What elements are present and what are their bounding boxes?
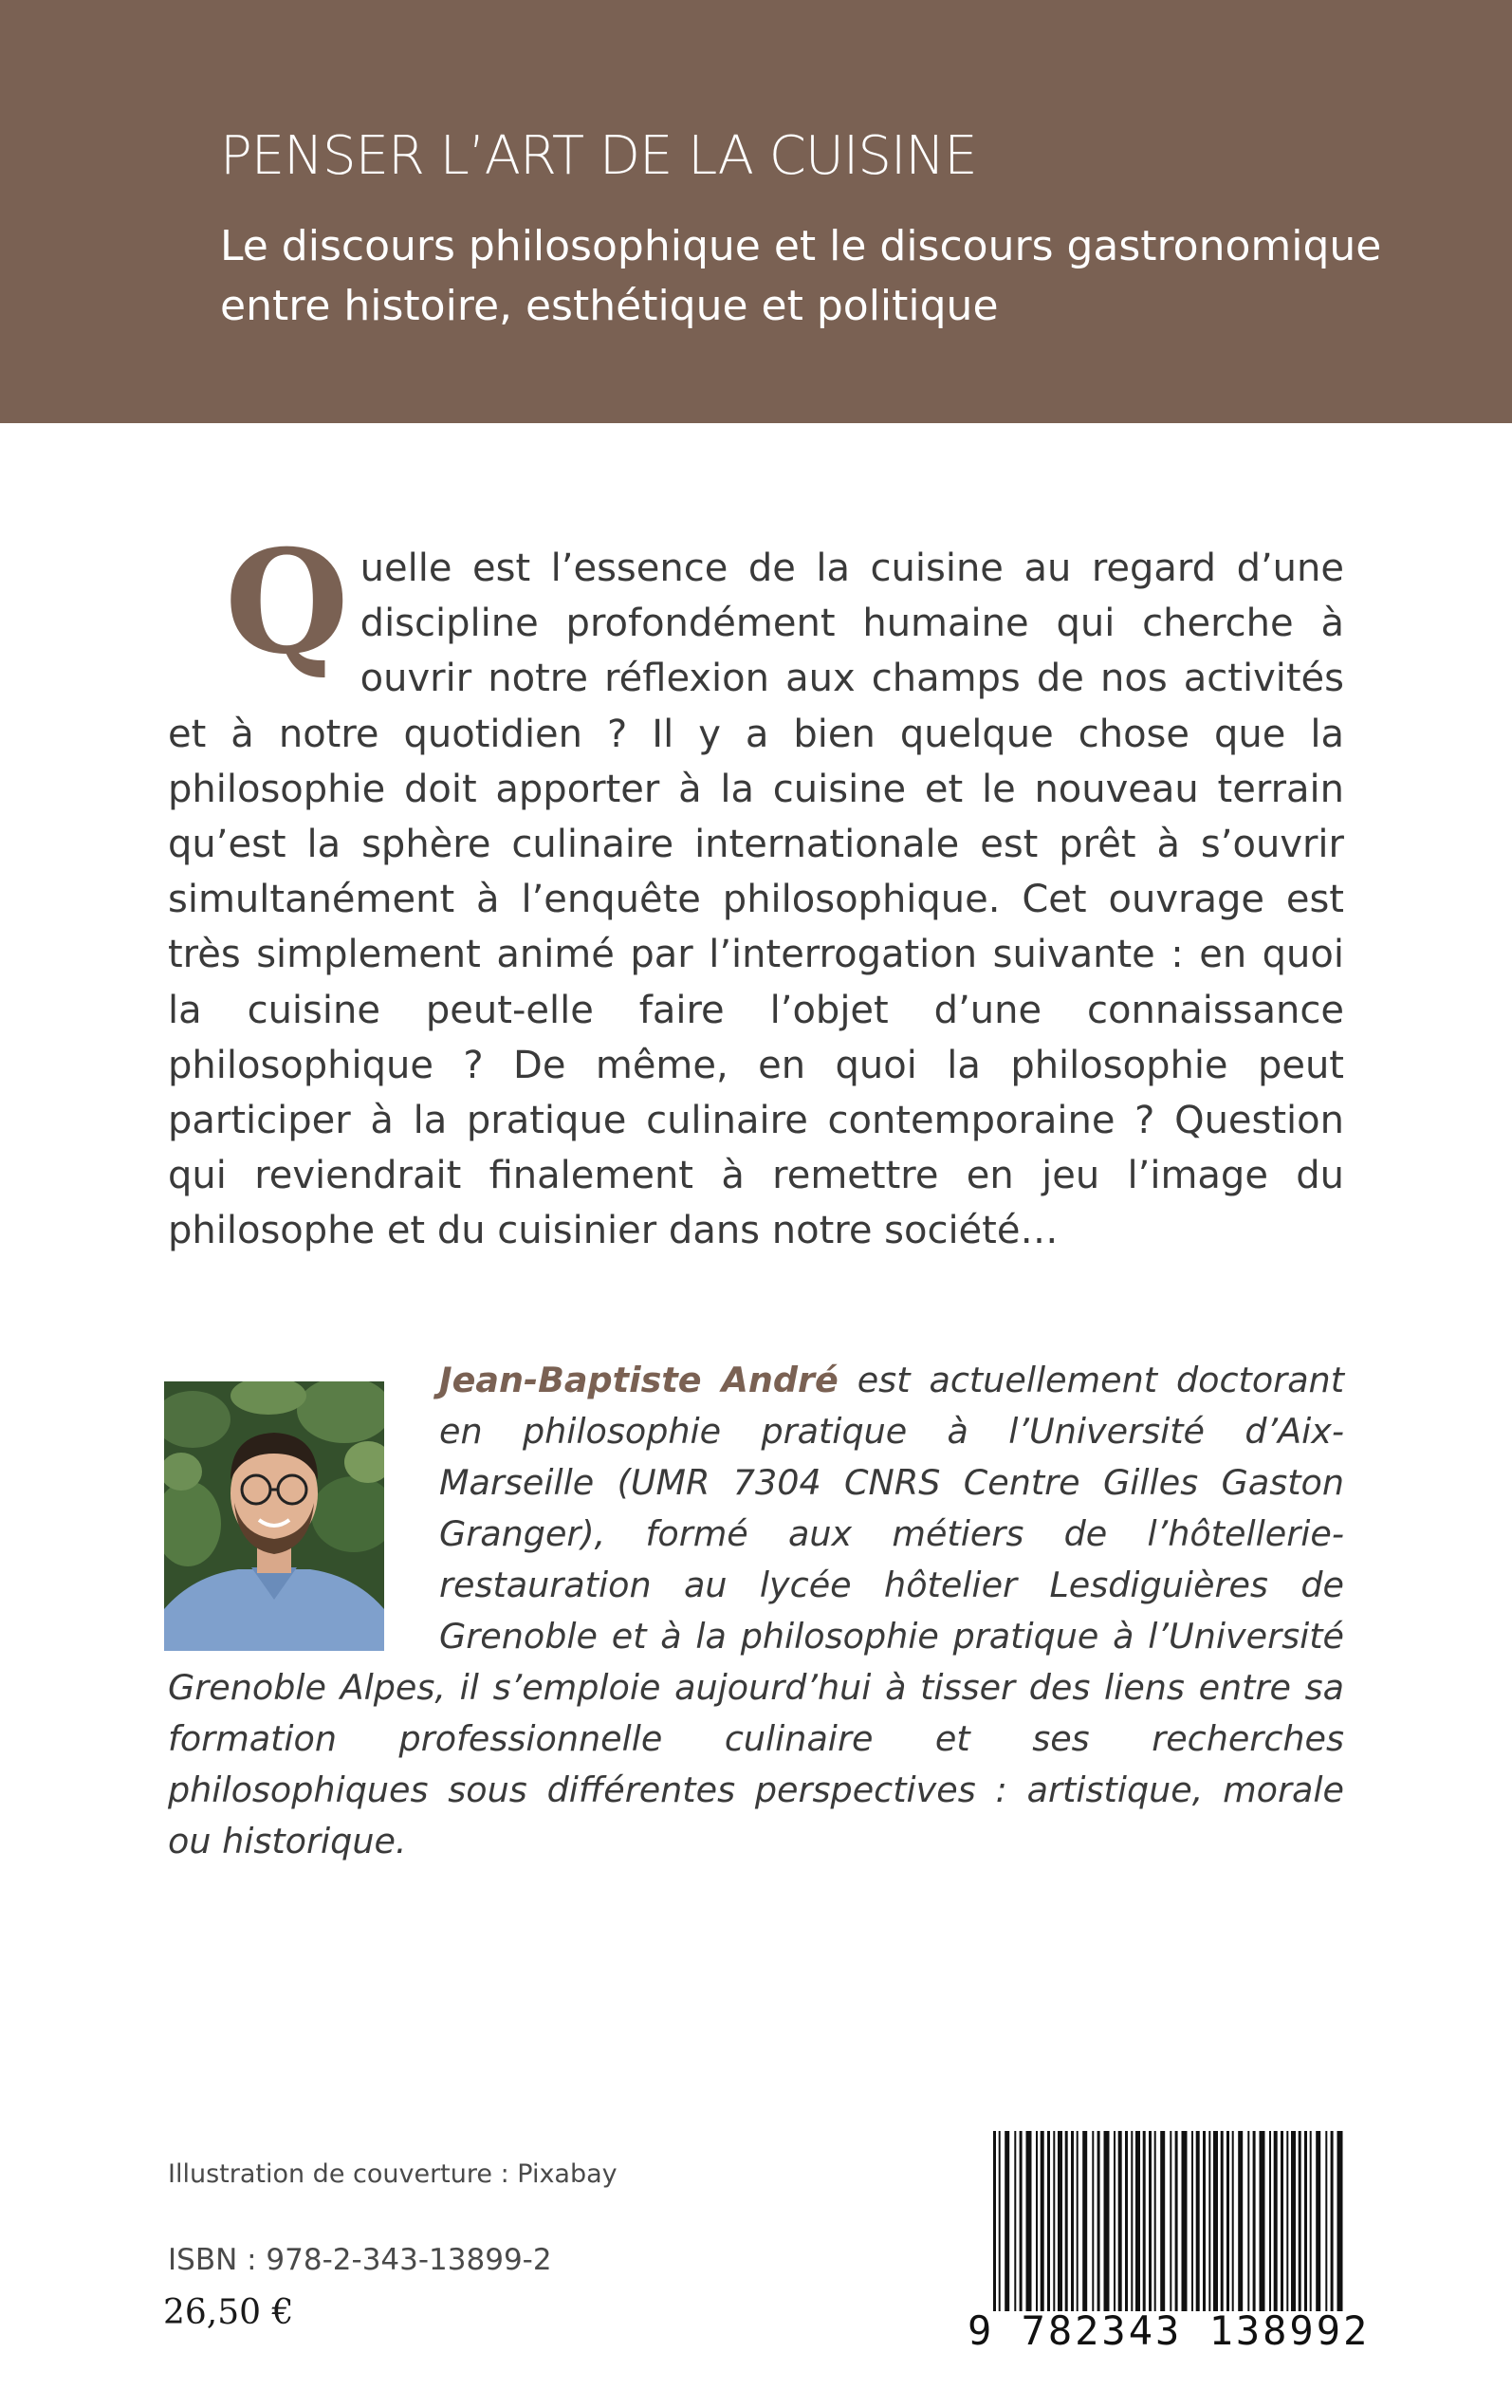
barcode-bar (1026, 2131, 1032, 2311)
barcode-bar (1286, 2131, 1288, 2311)
barcode-bar (1170, 2131, 1171, 2311)
barcode-bar (1160, 2131, 1165, 2311)
barcode-bar (1196, 2131, 1200, 2311)
barcode-bar (1325, 2131, 1327, 2311)
barcode-bar (1092, 2131, 1094, 2311)
barcode-bar (1104, 2131, 1110, 2311)
barcode-bar (1014, 2131, 1016, 2311)
author-bio-text: est actuellement doctorant en philosophie pratique à l’Université d’Aix-Marseille (UMR 7304 CNRS Centre Gilles Gaston Granger), formé aux métiers de l’hôtellerie-restauration au lycée hôtelier Lesdiguières de Grenoble et à la philosophie pratique à l’Université Grenoble Alpes, il s’emploie aujourd’hui à tisser des liens entre sa formation professionnelle culinaire et ses recherches philosophiques sous différentes perspectives : artistique, morale ou historique. (168, 1360, 1345, 1862)
photo-wrap-spacer (168, 1355, 439, 1662)
barcode-bar (1097, 2131, 1100, 2311)
book-title: PENSER L’ART DE LA CUISINE (220, 125, 977, 187)
cover-illustration-credit: Illustration de couverture : Pixabay (168, 2159, 618, 2189)
barcode-bar (1020, 2131, 1023, 2311)
barcode-bar (1182, 2131, 1188, 2311)
barcode-bar (1005, 2131, 1009, 2311)
barcode-bar (1143, 2131, 1146, 2311)
barcode-bar (1036, 2131, 1038, 2311)
back-cover-blurb (168, 519, 1344, 1259)
barcode-bar (993, 2131, 996, 2311)
price: 26,50 € (163, 2293, 294, 2332)
author-name: Jean-Baptiste André (439, 1360, 839, 1400)
barcode-bar (1221, 2131, 1224, 2311)
barcode-graphic (993, 2131, 1346, 2311)
barcode-bar (1065, 2131, 1068, 2311)
barcode-bar (1118, 2131, 1122, 2311)
drop-cap: Q (225, 519, 349, 686)
barcode-bar (1238, 2131, 1243, 2311)
barcode-bar (1149, 2131, 1152, 2311)
barcode-bar (1041, 2131, 1044, 2311)
barcode-bar (1337, 2131, 1343, 2311)
barcode-bar (1114, 2131, 1116, 2311)
author-bio (168, 1355, 1344, 1867)
barcode-bar (1058, 2131, 1062, 2311)
barcode-bar (1247, 2131, 1249, 2311)
barcode-bar (1154, 2131, 1156, 2311)
barcode-bar (1310, 2131, 1312, 2311)
blurb-text: uelle est l’essence de la cuisine au regard d’une discipline profondément humaine qui cherche à ouvrir notre réflexion aux champs de nos activités et à notre quotidien ? Il y a bien quelque chose que la philosophie doit apporter à la cuisine et le nouveau terrain qu’est la sphère culinaire internationale est prêt à s’ouvrir simultanément à l’enquête philosophique. Cet ouvrage est très simplement animé par l’interrogation suivante : en quoi la cuisine peut-elle faire l’objet d’une connaissance philosophique ? De même, en quoi la philosophie peut participer à la pratique culinaire contemporaine ? Question qui reviendrait finalement à remettre en jeu l’image du philosophe et du cuisinier dans notre société… (168, 546, 1344, 1253)
barcode-digits: 9 782343 138992 (968, 2307, 1371, 2354)
subtitle-line-2: entre histoire, esthétique et politique (220, 282, 999, 330)
barcode-bar (1053, 2131, 1055, 2311)
barcode-bar (1304, 2131, 1307, 2311)
isbn: ISBN : 978-2-343-13899-2 (168, 2243, 552, 2277)
barcode-bar (1191, 2131, 1193, 2311)
barcode-bar (1331, 2131, 1334, 2311)
barcode-bar (1269, 2131, 1271, 2311)
barcode-bar (1077, 2131, 1079, 2311)
barcode-bar (1208, 2131, 1210, 2311)
barcode-bar (1274, 2131, 1278, 2311)
barcode-bar (1291, 2131, 1296, 2311)
subtitle-line-1: Le discours philosophique et le discours gastronomique (220, 222, 1382, 270)
barcode-bar (1213, 2131, 1218, 2311)
barcode-bar (1299, 2131, 1301, 2311)
barcode-bar (1260, 2131, 1265, 2311)
barcode-bar (1071, 2131, 1074, 2311)
header-band (0, 0, 1512, 423)
barcode-bar (1125, 2131, 1128, 2311)
barcode-bar (1175, 2131, 1178, 2311)
barcode-bar (1316, 2131, 1320, 2311)
barcode-bar (1281, 2131, 1283, 2311)
book-subtitle (220, 216, 1453, 336)
barcode-bar (1226, 2131, 1229, 2311)
barcode-bar (1135, 2131, 1140, 2311)
barcode-bar (1232, 2131, 1234, 2311)
barcode-bar (1203, 2131, 1206, 2311)
barcode-bar (1047, 2131, 1050, 2311)
barcode-bar (1253, 2131, 1256, 2311)
barcode-bar (999, 2131, 1001, 2311)
barcode-bar (1131, 2131, 1133, 2311)
barcode-bar (1082, 2131, 1087, 2311)
